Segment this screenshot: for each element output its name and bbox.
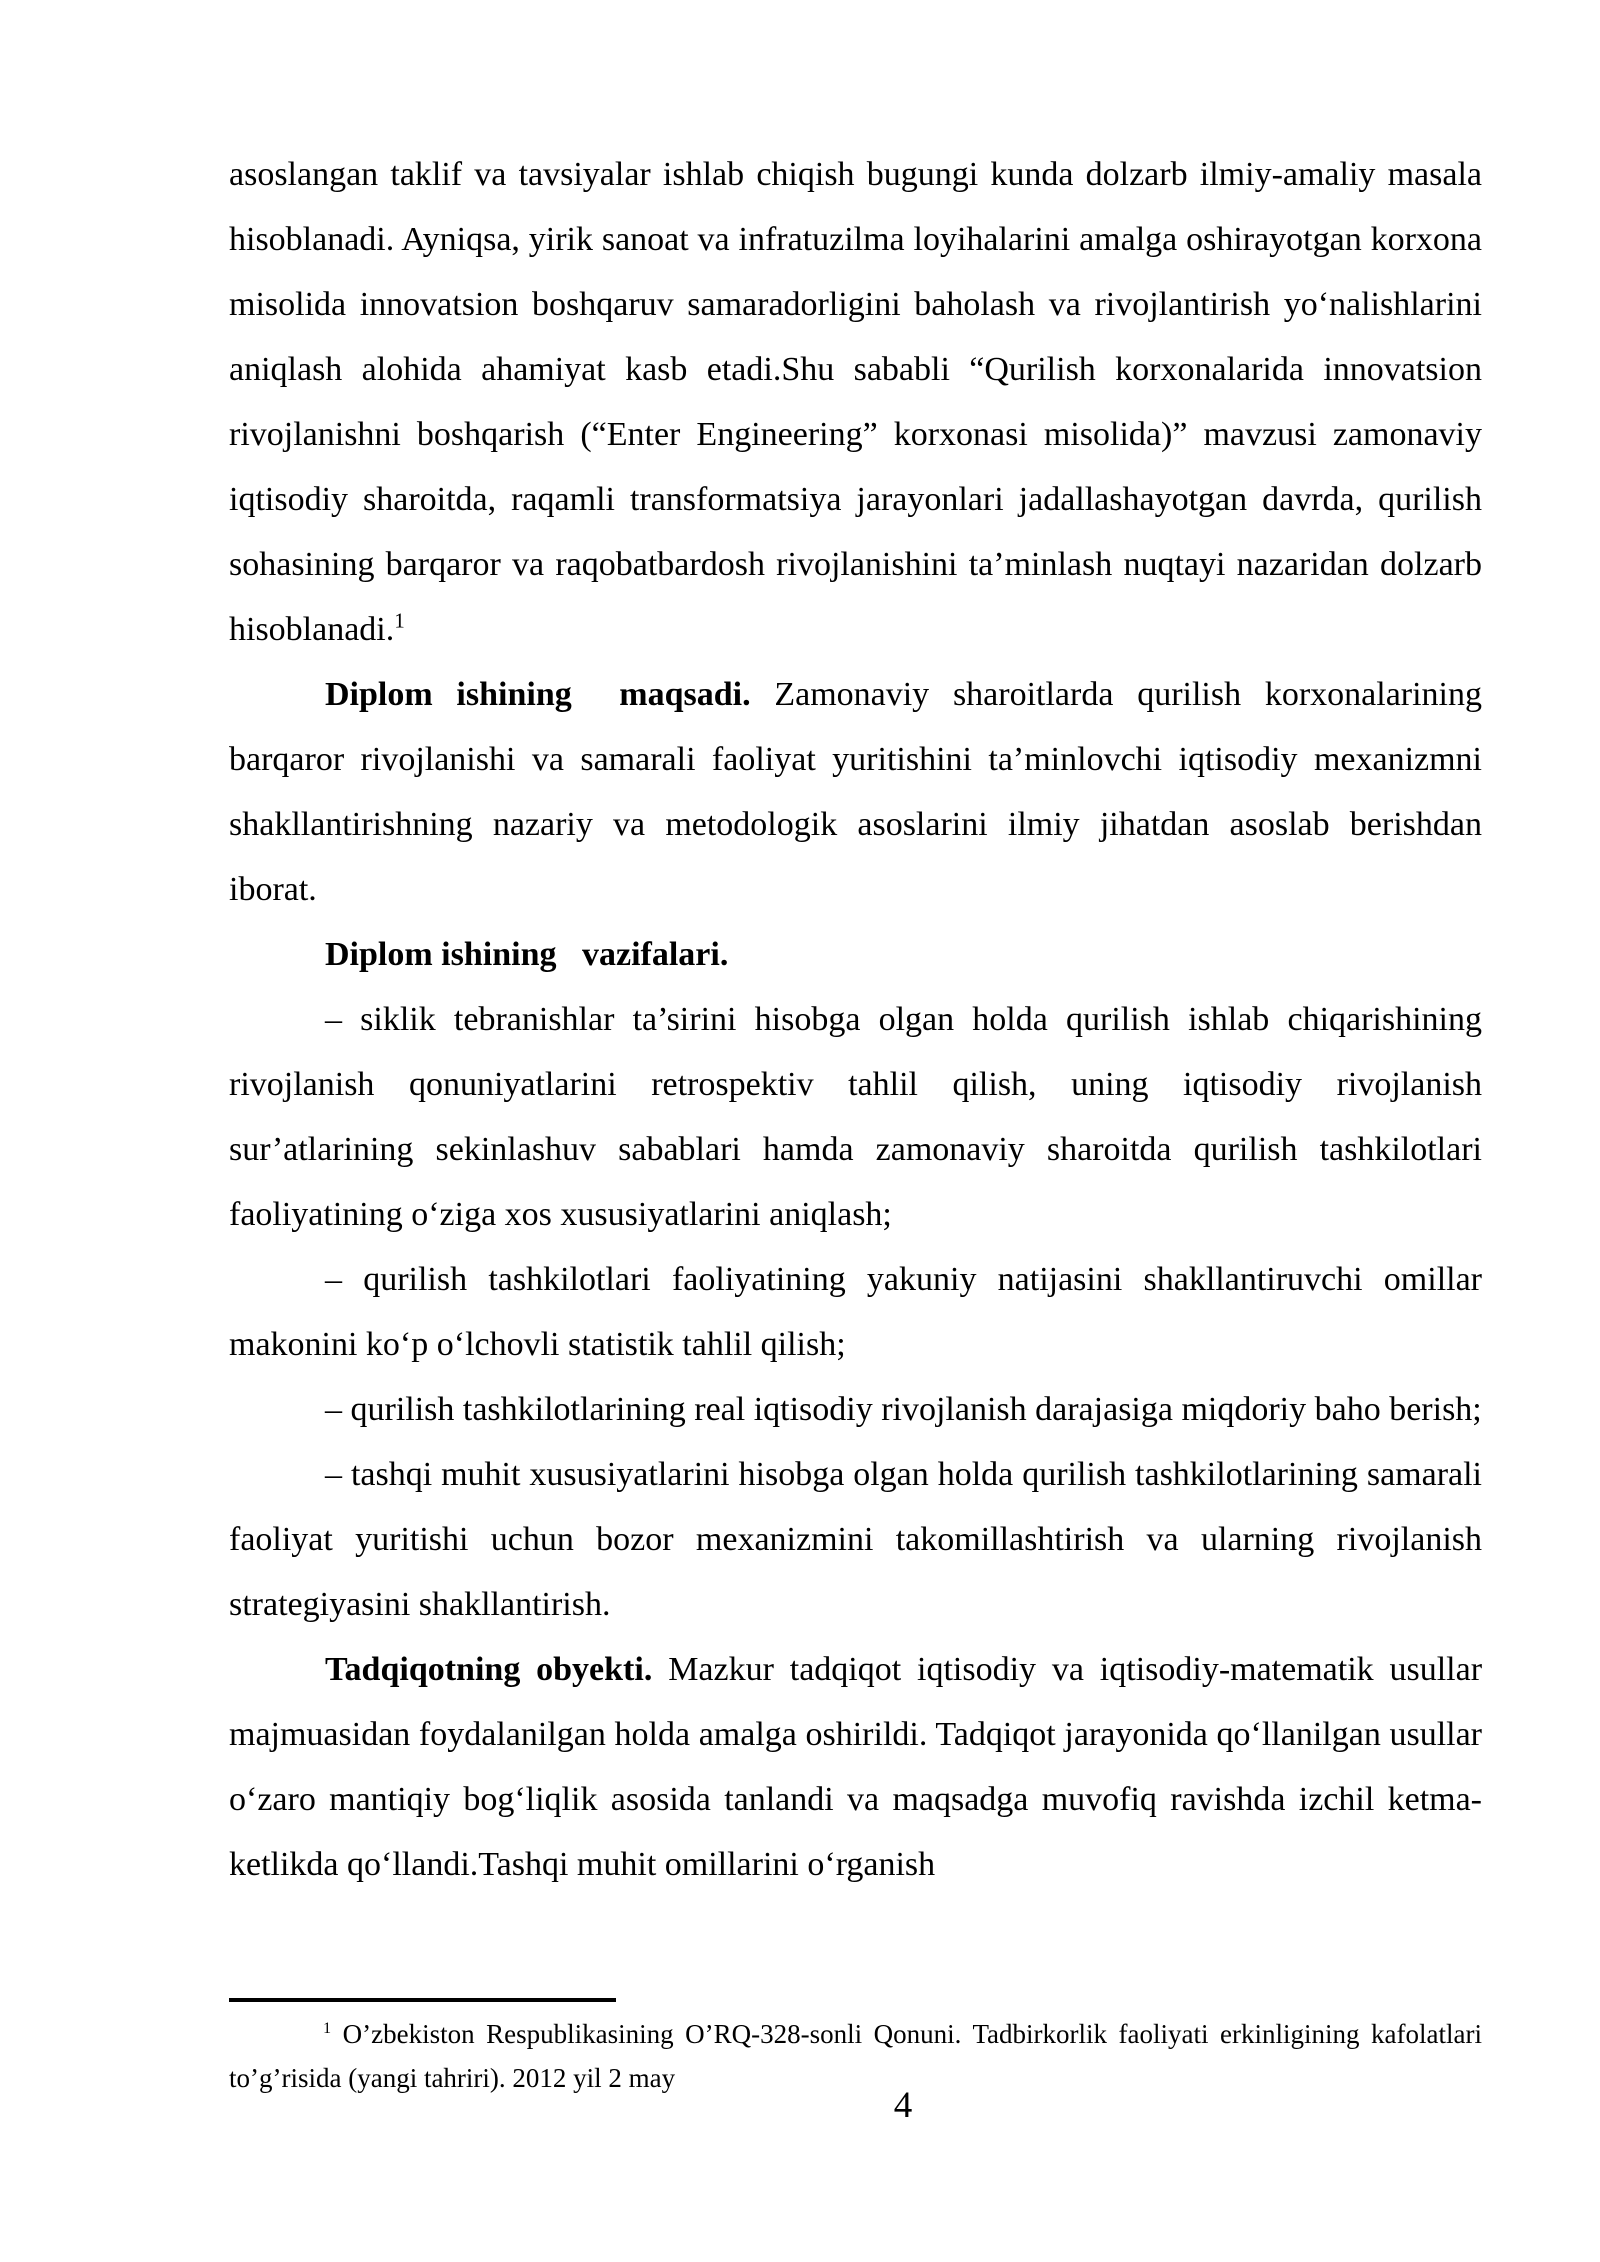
paragraph-research-object — [229, 1637, 1482, 1897]
paragraph-research-object-text: Mazkur tadqiqot iqtisodiy va iqtisodiy-matematik usullar majmuasidan foydalanilgan holda amalga oshirildi. Tadqiqot jarayonida qoʻllanilgan usullar oʻzaro mantiqiy bogʻliqlik asosida tanlandi va maqsadga muvofiq ravishda izchil ketma-ketlikda qoʻllandi.Tashqi muhit omillarini oʻrganish — [229, 1651, 1483, 1883]
footnote — [229, 2012, 1482, 2100]
footnote-separator — [229, 1998, 616, 2002]
paragraph-intro-text: asoslangan taklif va tavsiyalar ishlab chiqish bugungi kunda dolzarb ilmiy-amaliy masala hisoblanadi. Ayniqsa, yirik sanoat va infratuzilma loyihalarini amalga oshirayotgan korxona misolida innovatsion boshqaruv samaradorligini baholash va rivojlantirish yoʻnalishlarini aniqlash alohida ahamiyat kasb etadi.Shu sababli “Qurilish korxonalarida innovatsion rivojlanishni boshqarish (“Enter Engineering” korxonasi misolida)” mavzusi zamonaviy iqtisodiy sharoitda, raqamli transformatsiya jarayonlari jadallashayotgan davrda, qurilish sohasining barqaror va raqobatbardosh rivojlanishini ta’minlash nuqtayi nazaridan dolzarb hisoblanadi. — [229, 156, 1482, 648]
paragraph-research-object-heading: Tadqiqotning obyekti. — [325, 1651, 653, 1688]
task-item-3-text: – qurilish tashkilotlarining real iqtisodiy rivojlanish darajasiga miqdoriy baho berish; — [325, 1391, 1482, 1428]
paragraph-tasks-heading — [229, 922, 1482, 987]
task-item-4-text: – tashqi muhit xususiyatlarini hisobga olgan holda qurilish tashkilotlarining samarali faoliyat yuritishi uchun bozor mexanizmini takomillashtirish va ularning rivojlanish strategiyasini shakllantirish. — [229, 1456, 1482, 1623]
paragraph-aim-text: Zamonaviy sharoitlarda qurilish korxonalarining barqaror rivojlanishi va samarali faoliyat yuritishini ta’minlovchi iqtisodiy mexanizmni shakllantirishning nazariy va metodologik asoslarini ilmiy jihatdan asoslab berishdan iborat. — [229, 676, 1483, 908]
footnote-text: O’zbekiston Respublikasining O’RQ-328-sonli Qonuni. Tadbirkorlik faoliyati erkinligining kafolatlari to’g’risida (yangi tahriri). 2012 yil 2 may — [229, 2019, 1482, 2093]
task-item-3 — [229, 1377, 1482, 1442]
task-item-1 — [229, 987, 1482, 1247]
task-item-1-text: – siklik tebranishlar ta’sirini hisobga olgan holda qurilish ishlab chiqarishining rivojlanish qonuniyatlarini retrospektiv tahlil qilish, uning iqtisodiy rivojlanish sur’atlarining sekinlashuv sabablari hamda zamonaviy sharoitda qurilish tashkilotlari faoliyatining oʻziga xos xususiyatlarini aniqlash; — [229, 1001, 1482, 1233]
task-item-2 — [229, 1247, 1482, 1377]
paragraph-intro — [229, 142, 1482, 662]
task-item-2-text: – qurilish tashkilotlari faoliyatining yakuniy natijasini shakllantiruvchi omillar makonini koʻp oʻlchovli statistik tahlil qilish; — [229, 1261, 1482, 1363]
footnote-reference-mark: 1 — [394, 608, 405, 633]
task-item-4 — [229, 1442, 1482, 1637]
page-body-text — [229, 142, 1482, 1897]
footnote-number: 1 — [323, 2019, 332, 2037]
paragraph-aim-heading: Diplom ishining maqsadi. — [325, 676, 751, 713]
page-number: 4 — [893, 2085, 913, 2126]
paragraph-tasks-heading-text: Diplom ishining vazifalari. — [325, 936, 729, 973]
paragraph-aim — [229, 662, 1482, 922]
